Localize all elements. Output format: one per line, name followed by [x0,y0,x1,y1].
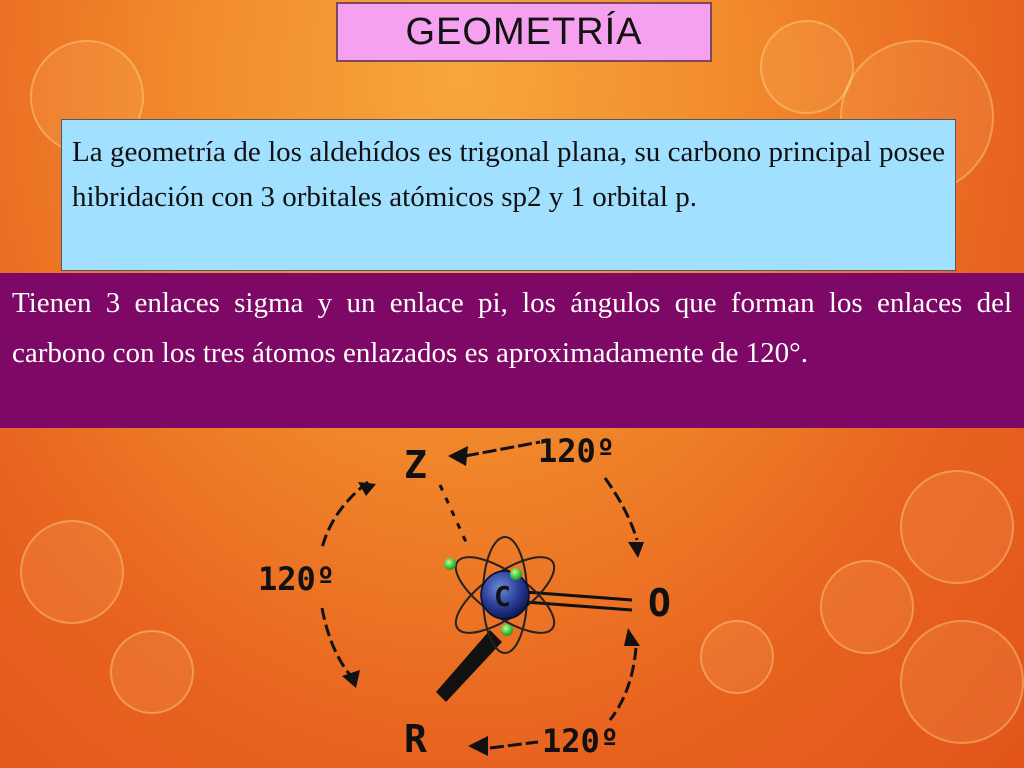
label-r: R [404,717,427,761]
arc-left [322,482,368,548]
bond-o-2 [525,602,632,610]
bokeh-circle [700,620,774,694]
arrow-head-bottom [468,736,488,756]
bokeh-circle [820,560,914,654]
paragraph-bonds: Tienen 3 enlaces sigma y un enlace pi, los ángulos que forman los enlaces del carbono con los tres átomos enlazados es aproximadamente de 120°. [0,273,1024,428]
bokeh-circle [900,470,1014,584]
arc-bottom [490,742,538,748]
label-o: O [648,581,671,625]
electron [444,558,456,570]
arc-top [465,442,540,456]
arrow-head-right [628,542,644,558]
angle-label-bottom: 120º [542,722,620,760]
label-z: Z [404,443,427,487]
electron [510,568,522,580]
angle-label-left: 120º [258,560,336,598]
paragraph-geometry: La geometría de los aldehídos es trigonal plana, su carbono principal posee hibridación con 3 orbitales atómicos sp2 y 1 orbital p. [61,119,956,271]
bokeh-circle [900,620,1024,744]
bokeh-circle [20,520,124,624]
carbon-label: C [494,580,511,613]
bokeh-circle [760,20,854,114]
arc-right [605,478,637,540]
arrow-head-bottom-right [624,628,640,646]
arrow-head-left-bottom [342,670,360,688]
angle-label-top: 120º [538,432,616,470]
bokeh-circle [110,630,194,714]
arc-left-lower [322,608,350,675]
bond-z [440,485,466,542]
slide-title: GEOMETRÍA [336,2,712,62]
arc-bottom-right [610,648,636,720]
molecule-diagram [240,430,700,768]
electron [501,624,513,636]
arrow-head-top [448,446,468,466]
